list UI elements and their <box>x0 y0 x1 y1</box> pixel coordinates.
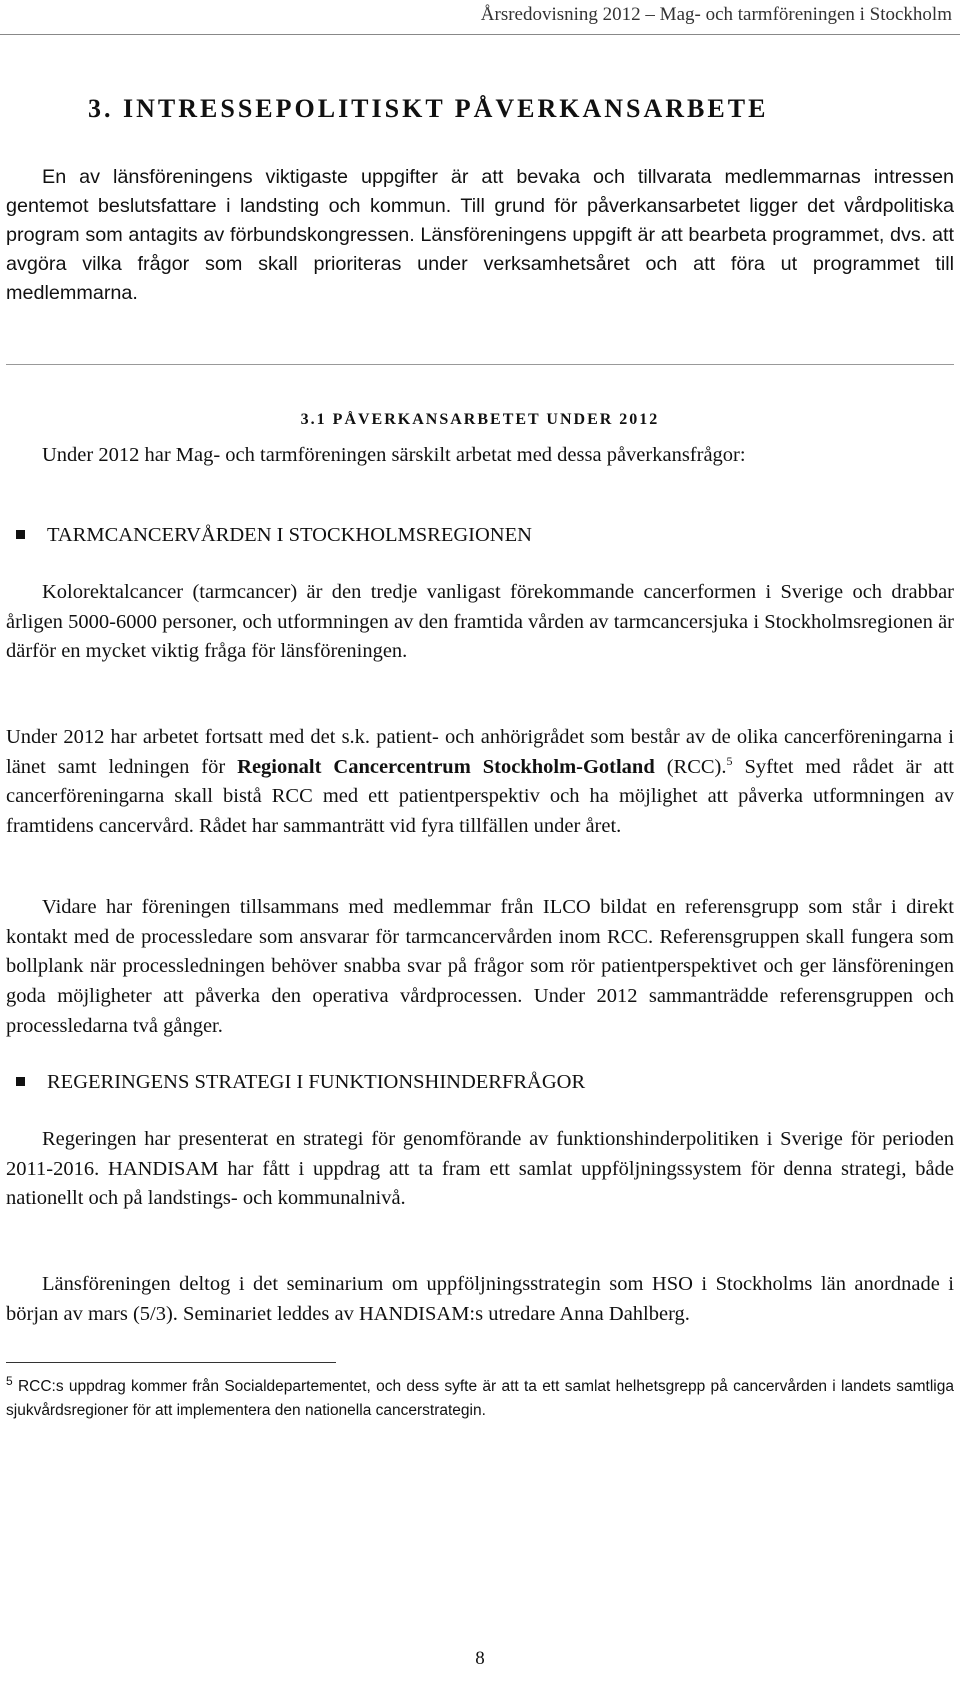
topic-bullet-tarmcancer <box>6 524 954 547</box>
topic2-paragraph-1: Regeringen har presenterat en strategi för genomförande av funktionshinderpolitiken i Sverige för perioden 2011-2016. HANDISAM har fått i uppdrag att ta fram ett samlat uppföljningssystem för denna strategi, både nationellt och på landstings- och kommunalnivå. <box>6 1128 954 1210</box>
section-intro-paragraph: En av länsföreningens viktigaste uppgifter är att bevaka och tillvarata medlemmarnas intressen gentemot beslutsfattare i landsting och kommun. Till grund för påverkansarbetet ligger det vårdpolitiska program som antagits av förbundskongressen. Länsföreningens uppgift är att bearbeta programmet, dvs. att avgöra vilka frågor som skall prioriteras under verksamhetsåret och att föra ut programmet till medlemmarna. <box>6 166 954 304</box>
footnote-marker: 5 <box>6 1373 13 1388</box>
subsection-intro-paragraph: Under 2012 har Mag- och tarmföreningen särskilt arbetat med dessa påverkansfrågor: <box>42 444 746 466</box>
footnote: $^5$ RCC:s uppdrag kommer från Socialdepartementet, och dess syfte är att ta ett samlat helhetsgrepp på cancervården i landets samtliga sjukvårdsregioner för att implementera den nationella cancerstrategin. <box>6 1373 954 1419</box>
topic-title: REGERINGENS STRATEGI I FUNKTIONSHINDERFRÅGOR <box>47 1071 586 1093</box>
subsection-heading: 3.1 PÅVERKANSARBETET UNDER 2012 <box>300 411 660 428</box>
topic-bullet-strategi <box>6 1071 954 1094</box>
topic1-paragraph-3: Vidare har föreningen tillsammans med medlemmar från ILCO bildat en referensgrupp som står i direkt kontakt med de processledare som ansvarar för tarmcancervården inom RCC. Referensgruppen skall fungera som bollplank när processledningen behöver snabba svar på frågor som rör patientperspektivet och ger länsföreningen goda möjligheter att påverka den operativa vårdprocessen. Under 2012 sammanträdde referensgruppen och processledarna två gånger. <box>6 896 954 1037</box>
topic2-paragraph-2: Länsföreningen deltog i det seminarium om uppföljningsstrategin som HSO i Stockholms län anordnade i början av mars (5/3). Seminariet leddes av HANDISAM:s utredare Anna Dahlberg. <box>6 1273 954 1325</box>
footnote-reference: 5 <box>726 753 733 768</box>
header-rule <box>0 34 960 35</box>
section-divider <box>6 364 954 365</box>
square-bullet-icon <box>16 530 25 539</box>
running-header: Årsredovisning 2012 – Mag- och tarmföreningen i Stockholm <box>480 4 952 25</box>
rcc-name: Regionalt Cancercentrum Stockholm-Gotland <box>237 755 655 778</box>
square-bullet-icon <box>16 1077 25 1086</box>
topic-title: TARMCANCERVÅRDEN I STOCKHOLMSREGIONEN <box>47 524 532 546</box>
section-heading: 3. INTRESSEPOLITISKT PÅVERKANSARBETE <box>88 94 769 123</box>
footnote-separator <box>6 1362 336 1363</box>
topic1-paragraph-1: Kolorektalcancer (tarmcancer) är den tredje vanligast förekommande cancerformen i Sverige och drabbar årligen 5000-6000 personer, och utformningen av den framtida vården av tarmcancersjuka i Stockholmsregionen är därför en mycket viktig fråga för länsföreningen. <box>6 581 954 663</box>
topic1-paragraph-2: Under 2012 har arbetet fortsatt med det s.k. patient- och anhörigrådet som består av de olika cancerföreningarna i länet samt ledningen för Regionalt Cancercentrum Stockholm-Gotland (RCC).$^5$ Syftet med rådet är att cancerföreningarna skall bistå RCC med ett patientperspektiv och ha möjlighet att påverka utformningen av framtidens cancervård. Rådet har sammanträtt vid fyra tillfällen under året. <box>6 726 954 838</box>
page-number: 8 <box>475 1648 485 1669</box>
